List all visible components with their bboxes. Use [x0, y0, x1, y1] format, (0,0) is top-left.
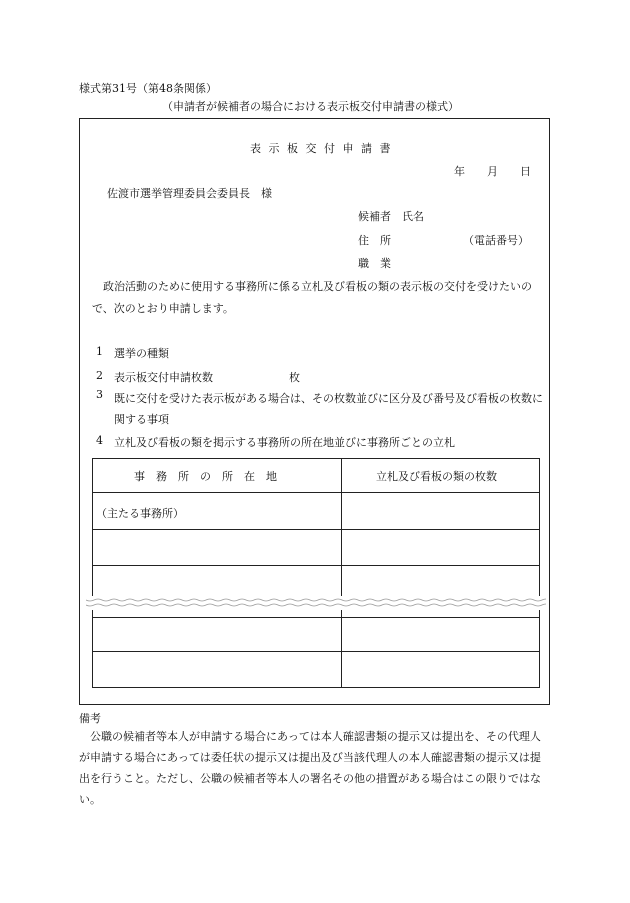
- form-title: 表 示 板 交 付 申 請 書: [250, 142, 393, 155]
- wavy-break-line-icon: [86, 596, 546, 610]
- item-2-text: 表示板交付申請枚数: [114, 371, 213, 384]
- form-subtitle: （申請者が候補者の場合における表示板交付申請書の様式）: [162, 100, 459, 113]
- notes-text: 公職の候補者等本人が申請する場合にあっては本人確認書類の提示又は提出を、その代理人が申請する場合にあっては委任状の提示又は提出及び当該代理人の本人確認書類の提示又は提出を行うこと。ただし、公職の候補者等本人の署名その他の措置がある場合はこの限りではない。: [79, 730, 541, 806]
- item-4-number: 4: [96, 434, 103, 447]
- notes-label: 備考: [79, 712, 101, 725]
- item-4-text: 立札及び看板の類を掲示する事務所の所在地並びに事務所ごとの立札: [114, 436, 455, 449]
- table-row-divider: [92, 565, 540, 566]
- request-body-text: 政治活動のために使用する事務所に係る立札及び看板の類の表示板の交付を受けたいので、次のとおり申請します。: [92, 280, 532, 315]
- item-2-number: 2: [96, 369, 103, 382]
- table-row-divider: [92, 651, 540, 652]
- table-row-divider: [92, 529, 540, 530]
- table-cell-main-office: （主たる事務所）: [96, 507, 184, 520]
- item-3-text: 既に交付を受けた表示板がある場合は、その枚数並びに区分及び番号及び看板の枚数に関する事項: [114, 392, 543, 426]
- applicant-name-label: 候補者 氏名: [358, 210, 424, 223]
- applicant-occupation-label: 職 業: [358, 257, 391, 270]
- form-number: 様式第31号（第48条関係）: [79, 82, 217, 95]
- item-1-number: 1: [96, 345, 103, 358]
- item-3-number: 3: [96, 388, 103, 401]
- omission-break: [86, 596, 546, 610]
- table-header-location: 事 務 所 の 所 在 地: [134, 470, 277, 483]
- table-header-count: 立札及び看板の類の枚数: [376, 470, 497, 483]
- item-1-text: 選挙の種類: [114, 347, 169, 360]
- table-header-divider: [92, 492, 540, 493]
- item-2-suffix: 枚: [289, 371, 300, 384]
- applicant-phone-label: （電話番号）: [463, 234, 529, 247]
- addressee: 佐渡市選挙管理委員会委員長 様: [107, 187, 272, 200]
- date-line: 年 月 日: [454, 165, 531, 178]
- table-row-divider: [92, 617, 540, 618]
- applicant-address-label: 住 所: [358, 234, 391, 247]
